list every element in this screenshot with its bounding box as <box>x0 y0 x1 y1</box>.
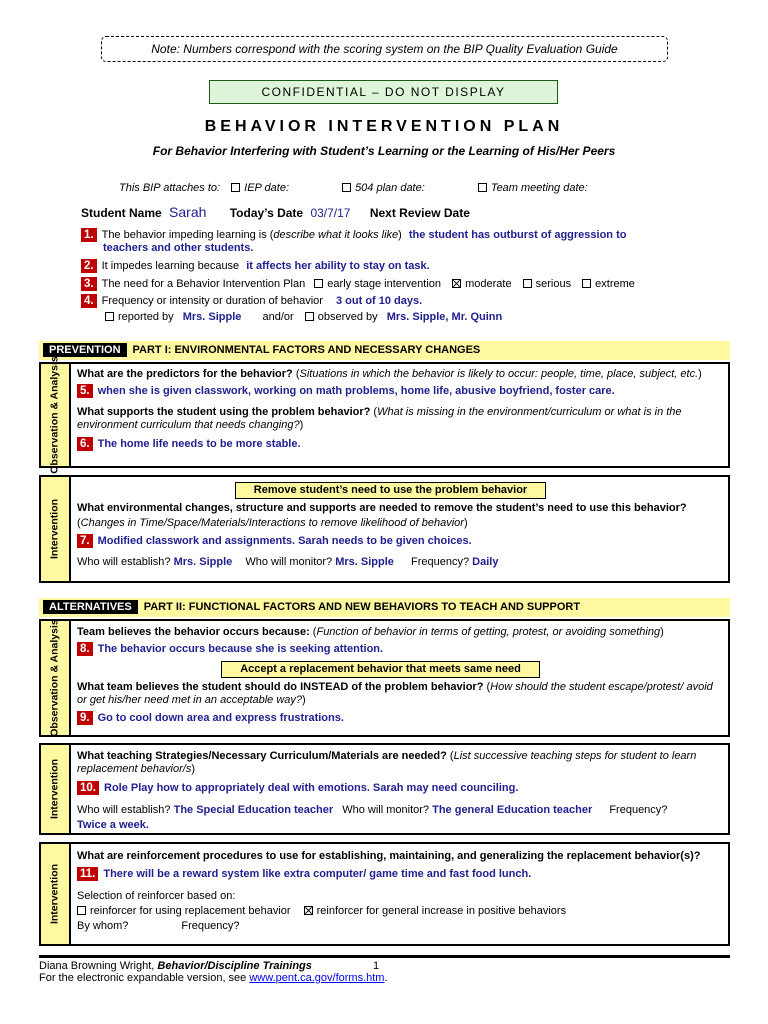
footer-link[interactable]: www.pent.ca.gov/forms.htm <box>249 972 385 984</box>
establish-label: Who will establish? <box>77 804 171 816</box>
item-1-text: The behavior impeding learning is ( <box>101 228 274 241</box>
item-1-answer-2[interactable]: teachers and other students. <box>103 242 254 254</box>
monitor-label: Who will monitor? <box>245 556 333 568</box>
opt2-checkbox[interactable] <box>304 906 313 915</box>
item-1-close: ) <box>398 228 402 241</box>
reporter-value[interactable]: Mrs. Sipple <box>182 311 242 323</box>
q6-text: What supports the student using the problem behavior? <box>77 406 371 418</box>
part2-intervention-1 <box>39 743 730 835</box>
frequency-value[interactable]: Daily <box>472 556 499 568</box>
num-badge: 3. <box>81 277 97 291</box>
side-label-text: Intervention <box>48 758 61 820</box>
remove-need-box: Remove student’s need to use the problem behavior <box>235 482 546 499</box>
student-row <box>81 204 470 220</box>
alternatives-tag: ALTERNATIVES <box>43 600 138 614</box>
num-badge: 4. <box>81 294 97 308</box>
opt1-label: reinforcer for using replacement behavior <box>90 905 291 917</box>
num-badge: 9. <box>77 711 93 725</box>
side-label <box>41 621 71 735</box>
serious-label: serious <box>535 277 572 290</box>
part1-intervention-content: Remove student’s need to use the problem behavior What environmental changes, structure and supports are needed to remove the student’s need to use this behavior? (Changes in Time/Space/Materials/Interactions to remove likelihood of behavior) 7. Modified classwork and assignments. Sarah needs to be given choices. Who will establish? Mrs. Sipple Who will monitor? Mrs. Sipple Frequency? Daily <box>77 484 687 568</box>
part1-observation <box>39 356 730 474</box>
item-4 <box>81 294 422 308</box>
side-label <box>41 356 71 474</box>
num-badge: 10. <box>77 781 99 795</box>
extreme-label: extreme <box>595 277 635 290</box>
andor-label: and/or <box>262 311 294 323</box>
frequency-label: Frequency? <box>410 556 470 568</box>
frequency-value[interactable]: Twice a week. <box>77 819 149 831</box>
todays-date-label: Today’s Date <box>229 206 304 220</box>
q11-text: What are reinforcement procedures to use for establishing, maintaining, and generalizing the replacement behavior(s)? <box>77 850 701 862</box>
footer-line2: For the electronic expandable version, see <box>39 972 247 984</box>
moderate-label: moderate <box>465 277 512 290</box>
team-checkbox[interactable] <box>478 183 487 192</box>
num-badge: 6. <box>77 437 93 451</box>
iep-label: IEP date: <box>244 182 289 194</box>
part2-header <box>39 598 730 617</box>
plan504-label: 504 plan date: <box>355 182 425 194</box>
num-badge: 1. <box>81 228 97 242</box>
frequency-label: Frequency? <box>181 920 240 932</box>
part1-observation-content: What are the predictors for the behavior? (Situations in which the behavior is likely to occur: people, time, place, subject, etc.) 5. when she is given classwork, working on math problems, home life, abusive boyfriend, foster care. What supports the student using the problem behavior? (What is missing in the environment/curriculum or what is in the environment curriculum that needs changing?) 6. The home life needs to be more stable. <box>77 368 702 450</box>
observers-value[interactable]: Mrs. Sipple, Mr. Quinn <box>386 311 503 323</box>
footer-period: . <box>384 972 388 984</box>
page-subtitle: For Behavior Interfering with Student’s Learning or the Learning of His/Her Peers <box>152 144 616 158</box>
num-badge: 8. <box>77 642 93 656</box>
part1-title: PART I: ENVIRONMENTAL FACTORS AND NECESSARY CHANGES <box>132 344 481 356</box>
item-4-text: Frequency or intensity or duration of behavior <box>101 294 323 307</box>
side-label-text: Observation & Analysis <box>48 356 61 474</box>
attach-row <box>119 182 588 194</box>
page-number: 1 <box>372 960 380 972</box>
note-box <box>101 36 668 62</box>
confidential-text: CONFIDENTIAL – DO NOT DISPLAY <box>261 85 506 99</box>
item-1 <box>81 228 626 242</box>
a10-answer[interactable]: Role Play how to appropriately deal with emotions. Sarah may need counciling. <box>104 781 519 794</box>
monitor-value[interactable]: Mrs. Sipple <box>335 556 394 568</box>
a9-answer[interactable]: Go to cool down area and express frustrations. <box>97 711 344 724</box>
q9-italic: How should the student escape/protest/ avoid or get his/her need met in an acceptable way? <box>77 681 713 706</box>
attach-label: This BIP attaches to: <box>119 182 221 194</box>
opt1-checkbox[interactable] <box>77 906 86 915</box>
part2-intervention-2-content <box>77 850 724 935</box>
establish-label: Who will establish? <box>77 556 171 568</box>
q5-text: What are the predictors for the behavior? <box>77 368 293 380</box>
plan504-checkbox[interactable] <box>342 183 351 192</box>
footer-trainings: Behavior/Discipline Trainings <box>157 960 312 972</box>
part2-title: PART II: FUNCTIONAL FACTORS AND NEW BEHAVIORS TO TEACH AND SUPPORT <box>143 601 581 613</box>
iep-checkbox[interactable] <box>231 183 240 192</box>
num-badge: 5. <box>77 384 93 398</box>
item-2-answer[interactable]: it affects her ability to stay on task. <box>246 259 430 272</box>
num-badge: 7. <box>77 534 93 548</box>
q5-italic: Situations in which the behavior is likely to occur: people, time, place, subject, etc. <box>299 368 699 380</box>
serious-checkbox[interactable] <box>523 279 532 288</box>
num-badge: 11. <box>77 867 98 881</box>
monitor-label: Who will monitor? <box>342 804 430 816</box>
a7-answer[interactable]: Modified classwork and assignments. Sarah needs to be given choices. <box>97 534 472 547</box>
side-label-text: Observation & Analysis <box>48 619 61 737</box>
q10-italic: List successive teaching steps for student to learn replacement behavior/s <box>77 750 697 775</box>
opt2-label: reinforcer for general increase in positive behaviors <box>316 905 567 917</box>
early-label: early stage intervention <box>327 277 442 290</box>
item-1-italic: describe what it looks like <box>273 228 399 241</box>
establish-value[interactable]: Mrs. Sipple <box>173 556 233 568</box>
a8-answer[interactable]: The behavior occurs because she is seeking attention. <box>97 642 384 655</box>
early-checkbox[interactable] <box>314 279 323 288</box>
part1-intervention <box>39 475 730 583</box>
part1-header <box>39 341 730 360</box>
note-text: Note: Numbers correspond with the scoring system on the BIP Quality Evaluation Guide <box>151 42 618 56</box>
q10-text: What teaching Strategies/Necessary Curriculum/Materials are needed? <box>77 750 447 762</box>
item-2-text: It impedes learning because <box>101 259 240 272</box>
side-label-text: Intervention <box>48 498 61 560</box>
a5-answer[interactable]: when she is given classwork, working on math problems, home life, abusive boyfriend, foster care. <box>97 384 615 397</box>
item-3 <box>81 277 635 291</box>
review-date-label: Next Review Date <box>369 206 470 220</box>
page-title: BEHAVIOR INTERVENTION PLAN <box>204 118 564 135</box>
part2-intervention-1-content: What teaching Strategies/Necessary Curriculum/Materials are needed? (List successive teaching steps for student to learn replacement behavior/s) 10. Role Play how to appropriately deal with emotions. Sarah may need counciling. Who will establish? The Special Education teacher Who will monitor? The general Education teacher Frequency? Twice a week. <box>77 750 697 831</box>
part2-observation-content: Team believes the behavior occurs because: (Function of behavior in terms of getting, protest, or avoiding something) 8. The behavior occurs because she is seeking attention. Accept a replacement behavior that meets same need What team believes the student should do INSTEAD of the problem behavior? (How should the student escape/protest/ avoid or get his/her need met in an acceptable way?) 9. Go to cool down area and express frustrations. <box>77 626 713 724</box>
prevention-tag: PREVENTION <box>43 343 127 357</box>
side-label <box>41 745 71 833</box>
side-label-text: Intervention <box>48 863 61 925</box>
part2-intervention-2 <box>39 842 730 946</box>
frequency-label: Frequency? <box>609 804 668 816</box>
item-3-text: The need for a Behavior Intervention Plan <box>101 277 306 290</box>
part2-observation <box>39 619 730 737</box>
q8-text: Team believes the behavior occurs because: <box>77 626 310 638</box>
bywhom-label: By whom? <box>77 920 129 932</box>
side-label <box>41 844 71 944</box>
student-name-label: Student Name <box>81 206 162 220</box>
footer <box>39 960 388 984</box>
footer-author: Diana Browning Wright, <box>39 960 155 972</box>
q9-text: What team believes the student should do INSTEAD of the problem behavior? <box>77 681 484 693</box>
num-badge: 2. <box>81 259 97 273</box>
q6-italic: What is missing in the environment/curriculum or what is in the environment curriculum that needs changing? <box>77 406 682 431</box>
q8-italic: Function of behavior in terms of getting, protest, or avoiding something <box>316 626 661 638</box>
observed-checkbox[interactable] <box>305 312 314 321</box>
observed-label: observed by <box>317 311 378 323</box>
selection-label: Selection of reinforcer based on: <box>77 890 236 902</box>
item-4-answer[interactable]: 3 out of 10 days. <box>336 294 423 307</box>
a11-answer[interactable]: There will be a reward system like extra computer/ game time and fast food lunch. <box>103 867 532 880</box>
item-2 <box>81 259 430 273</box>
extreme-checkbox[interactable] <box>582 279 591 288</box>
moderate-checkbox[interactable] <box>452 279 461 288</box>
accept-replacement-box: Accept a replacement behavior that meets same need <box>221 661 540 678</box>
reported-checkbox[interactable] <box>105 312 114 321</box>
reported-label: reported by <box>118 311 174 323</box>
a6-answer[interactable]: The home life needs to be more stable. <box>97 437 301 450</box>
todays-date-value[interactable]: 03/7/17 <box>310 206 351 220</box>
team-label: Team meeting date: <box>490 182 588 194</box>
monitor-value[interactable]: The general Education teacher <box>432 804 593 816</box>
footer-divider <box>39 955 730 958</box>
establish-value[interactable]: The Special Education teacher <box>173 804 334 816</box>
confidential-banner <box>209 80 558 104</box>
q7-text: What environmental changes, structure and supports are needed to remove the student’s need to use this behavior? <box>77 502 687 514</box>
q7-italic: Changes in Time/Space/Materials/Interactions to remove likelihood of behavior <box>80 517 464 529</box>
item-1-answer[interactable]: the student has outburst of aggression to <box>408 228 627 241</box>
student-name-value[interactable]: Sarah <box>169 204 207 220</box>
reported-row <box>103 311 502 323</box>
